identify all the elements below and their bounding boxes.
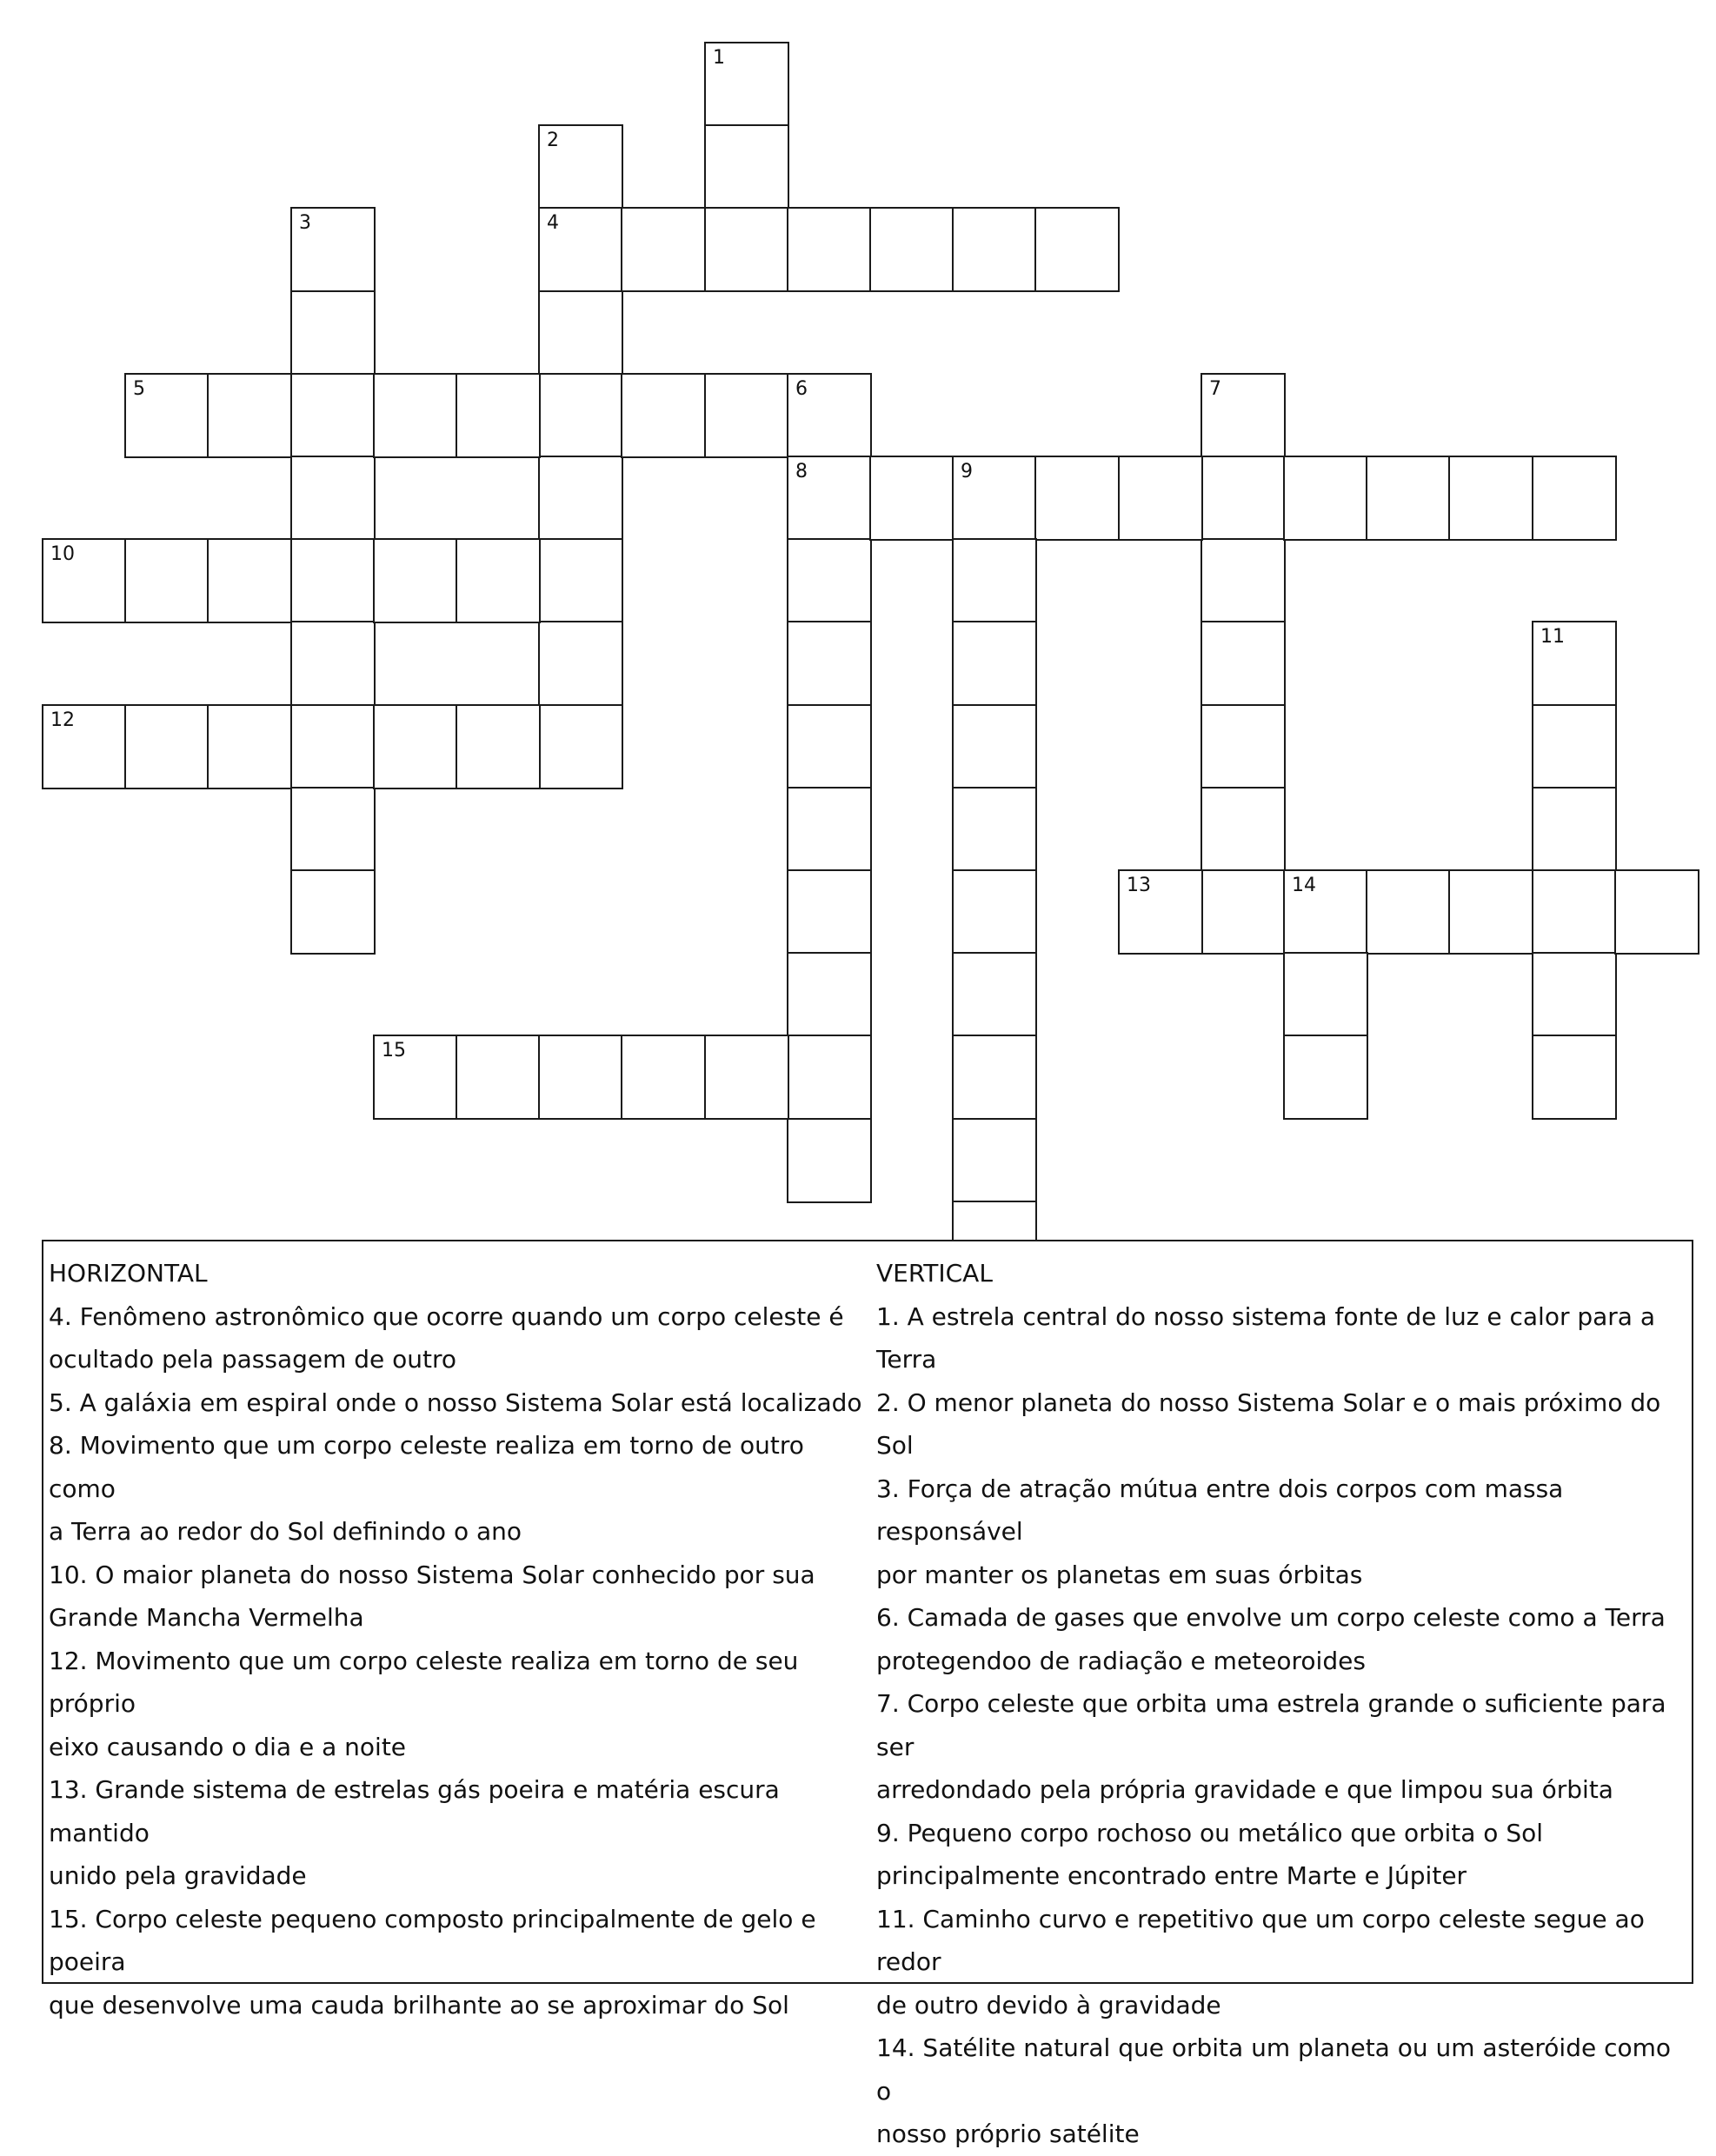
horizontal-clue-line: 12. Movimento que um corpo celeste realiza em torno de seu próprio xyxy=(49,1646,799,1718)
clue-number: 8 xyxy=(795,461,808,482)
grid-cell[interactable] xyxy=(952,207,1037,292)
grid-cell[interactable] xyxy=(1532,621,1617,706)
grid-cell[interactable] xyxy=(787,787,872,872)
horizontal-clue-line: unido pela gravidade xyxy=(49,1861,307,1890)
grid-cell[interactable] xyxy=(1532,869,1617,955)
clue-number: 11 xyxy=(1540,626,1565,648)
clue-number: 14 xyxy=(1292,875,1316,896)
grid-cell[interactable] xyxy=(456,373,541,458)
grid-cell[interactable] xyxy=(207,704,292,789)
horizontal-clue-line: eixo causando o dia e a noite xyxy=(49,1732,407,1761)
grid-cell[interactable] xyxy=(290,290,376,376)
vertical-clue-line: protegendoo de radiação e meteoroides xyxy=(876,1646,1366,1675)
grid-cell[interactable] xyxy=(538,207,623,292)
grid-cell[interactable] xyxy=(1118,869,1203,955)
grid-cell[interactable] xyxy=(704,207,789,292)
grid-cell[interactable] xyxy=(538,124,623,210)
clue-number: 7 xyxy=(1209,378,1221,400)
grid-cell[interactable] xyxy=(538,373,623,458)
grid-cell[interactable] xyxy=(538,1035,623,1120)
grid-cell[interactable] xyxy=(1201,538,1286,623)
horizontal-clue-line: a Terra ao redor do Sol definindo o ano xyxy=(49,1517,522,1546)
vertical-clue-line: principalmente encontrado entre Marte e Júpiter xyxy=(876,1861,1467,1890)
horizontal-clue-line: 10. O maior planeta do nosso Sistema Solar conhecido por sua xyxy=(49,1560,815,1589)
grid-cell[interactable] xyxy=(290,207,376,292)
grid-cell[interactable] xyxy=(456,538,541,623)
horizontal-clue-line: 8. Movimento que um corpo celeste realiza em torno de outro como xyxy=(49,1431,804,1503)
grid-cell[interactable] xyxy=(538,290,623,376)
grid-cell[interactable] xyxy=(290,373,376,458)
grid-cell[interactable] xyxy=(373,373,458,458)
grid-cell[interactable] xyxy=(538,704,623,789)
horizontal-clue-line: 15. Corpo celeste pequeno composto principalmente de gelo e poeira xyxy=(49,1904,816,1976)
vertical-clue-line: de outro devido à gravidade xyxy=(876,1990,1221,2020)
grid-cell[interactable] xyxy=(952,621,1037,706)
grid-cell[interactable] xyxy=(207,373,292,458)
grid-cell[interactable] xyxy=(787,456,872,541)
vertical-clue-line: 7. Corpo celeste que orbita uma estrela grande o suficiente para ser xyxy=(876,1689,1666,1761)
horizontal-clue-line: Grande Mancha Vermelha xyxy=(49,1603,364,1632)
vertical-clue-line: 6. Camada de gases que envolve um corpo celeste como a Terra xyxy=(876,1603,1666,1632)
vertical-clues-column xyxy=(876,1252,1693,2156)
grid-cell[interactable] xyxy=(787,373,872,458)
clue-number: 1 xyxy=(713,47,725,69)
grid-cell[interactable] xyxy=(1283,869,1368,955)
grid-cell[interactable] xyxy=(787,538,872,623)
grid-cell[interactable] xyxy=(1366,869,1451,955)
grid-cell[interactable] xyxy=(1201,621,1286,706)
grid-cell[interactable] xyxy=(1283,1035,1368,1120)
vertical-clue-line: 1. A estrela central do nosso sistema fonte de luz e calor para a xyxy=(876,1301,1656,1331)
grid-cell[interactable] xyxy=(1201,704,1286,789)
grid-cell[interactable] xyxy=(373,538,458,623)
clue-number: 15 xyxy=(382,1040,406,1061)
grid-cell[interactable] xyxy=(1366,456,1451,541)
grid-cell[interactable] xyxy=(124,538,210,623)
grid-cell[interactable] xyxy=(124,704,210,789)
grid-cell[interactable] xyxy=(952,1118,1037,1203)
grid-cell[interactable] xyxy=(1034,456,1120,541)
grid-cell[interactable] xyxy=(952,869,1037,955)
grid-cell[interactable] xyxy=(787,952,872,1037)
grid-cell[interactable] xyxy=(456,1035,541,1120)
grid-cell[interactable] xyxy=(1201,456,1286,541)
clue-number: 2 xyxy=(547,130,559,151)
grid-cell[interactable] xyxy=(290,621,376,706)
horizontal-clue-line: 5. A galáxia em espiral onde o nosso Sistema Solar está localizado xyxy=(49,1387,862,1417)
grid-cell[interactable] xyxy=(869,207,954,292)
grid-cell[interactable] xyxy=(621,373,706,458)
grid-cell[interactable] xyxy=(787,704,872,789)
grid-cell[interactable] xyxy=(1118,456,1203,541)
grid-cell[interactable] xyxy=(952,538,1037,623)
grid-cell[interactable] xyxy=(290,538,376,623)
grid-cell[interactable] xyxy=(704,373,789,458)
grid-cell[interactable] xyxy=(1201,869,1286,955)
vertical-clue-line: 11. Caminho curvo e repetitivo que um corpo celeste segue ao redor xyxy=(876,1904,1645,1976)
grid-cell[interactable] xyxy=(621,1035,706,1120)
grid-cell[interactable] xyxy=(1614,869,1699,955)
grid-cell[interactable] xyxy=(1201,787,1286,872)
clue-number: 6 xyxy=(795,378,808,400)
grid-cell[interactable] xyxy=(1201,373,1286,458)
clue-number: 3 xyxy=(299,212,311,234)
clues-box xyxy=(42,1240,1693,2148)
grid-cell[interactable] xyxy=(538,456,623,541)
grid-cell[interactable] xyxy=(952,704,1037,789)
grid-cell[interactable] xyxy=(1034,207,1120,292)
grid-cell[interactable] xyxy=(1532,1035,1617,1120)
vertical-clue-line: por manter os planetas em suas órbitas xyxy=(876,1560,1363,1589)
horizontal-clues-column xyxy=(49,1252,866,2026)
vertical-clue-line: 3. Força de atração mútua entre dois corpos com massa responsável xyxy=(876,1474,1564,1546)
vertical-clue-line: 2. O menor planeta do nosso Sistema Solar e o mais próximo do Sol xyxy=(876,1387,1661,1460)
grid-cell[interactable] xyxy=(124,373,210,458)
grid-cell[interactable] xyxy=(538,621,623,706)
horizontal-clue-line: ocultado pela passagem de outro xyxy=(49,1345,457,1374)
clue-number: 5 xyxy=(133,378,145,400)
grid-cell[interactable] xyxy=(704,124,789,210)
grid-cell[interactable] xyxy=(1532,704,1617,789)
grid-cell[interactable] xyxy=(42,538,127,623)
grid-cell[interactable] xyxy=(952,787,1037,872)
vertical-clue-line: arredondado pela própria gravidade e que limpou sua órbita xyxy=(876,1775,1613,1804)
grid-cell[interactable] xyxy=(952,456,1037,541)
grid-cell[interactable] xyxy=(787,1035,872,1120)
grid-cell[interactable] xyxy=(456,704,541,789)
grid-cell[interactable] xyxy=(290,787,376,872)
clue-number: 13 xyxy=(1127,875,1151,896)
clue-number: 12 xyxy=(50,709,75,731)
horizontal-clue-line: 13. Grande sistema de estrelas gás poeira e matéria escura mantido xyxy=(49,1775,780,1847)
vertical-clue-line: nosso próprio satélite xyxy=(876,2119,1140,2148)
grid-cell[interactable] xyxy=(704,42,789,127)
horizontal-heading: HORIZONTAL xyxy=(49,1259,208,1288)
vertical-clue-line: Terra xyxy=(876,1345,937,1374)
grid-cell[interactable] xyxy=(290,456,376,541)
grid-cell[interactable] xyxy=(952,952,1037,1037)
grid-cell[interactable] xyxy=(621,207,706,292)
clue-number: 9 xyxy=(961,461,973,482)
grid-cell[interactable] xyxy=(1532,787,1617,872)
vertical-heading: VERTICAL xyxy=(876,1259,993,1288)
clue-number: 4 xyxy=(547,212,559,234)
grid-cell[interactable] xyxy=(42,704,127,789)
vertical-clue-line: 14. Satélite natural que orbita um planeta ou um asteróide como o xyxy=(876,2033,1672,2106)
grid-cell[interactable] xyxy=(952,1035,1037,1120)
grid-cell[interactable] xyxy=(787,207,872,292)
grid-cell[interactable] xyxy=(704,1035,789,1120)
grid-cell[interactable] xyxy=(290,704,376,789)
vertical-clue-line: 9. Pequeno corpo rochoso ou metálico que orbita o Sol xyxy=(876,1818,1544,1847)
grid-cell[interactable] xyxy=(373,1035,458,1120)
grid-cell[interactable] xyxy=(787,869,872,955)
grid-cell[interactable] xyxy=(538,538,623,623)
grid-cell[interactable] xyxy=(373,704,458,789)
grid-cell[interactable] xyxy=(207,538,292,623)
horizontal-clue-line: 4. Fenômeno astronômico que ocorre quando um corpo celeste é xyxy=(49,1301,844,1331)
grid-cell[interactable] xyxy=(1283,456,1368,541)
horizontal-clue-line: que desenvolve uma cauda brilhante ao se aproximar do Sol xyxy=(49,1990,789,2020)
grid-cell[interactable] xyxy=(787,621,872,706)
grid-cell[interactable] xyxy=(869,456,954,541)
grid-cell[interactable] xyxy=(1448,869,1533,955)
grid-cell[interactable] xyxy=(1532,952,1617,1037)
grid-cell[interactable] xyxy=(290,869,376,955)
grid-cell[interactable] xyxy=(1283,952,1368,1037)
clue-number: 10 xyxy=(50,543,75,565)
grid-cell[interactable] xyxy=(1532,456,1617,541)
grid-cell[interactable] xyxy=(787,1118,872,1203)
grid-cell[interactable] xyxy=(1448,456,1533,541)
